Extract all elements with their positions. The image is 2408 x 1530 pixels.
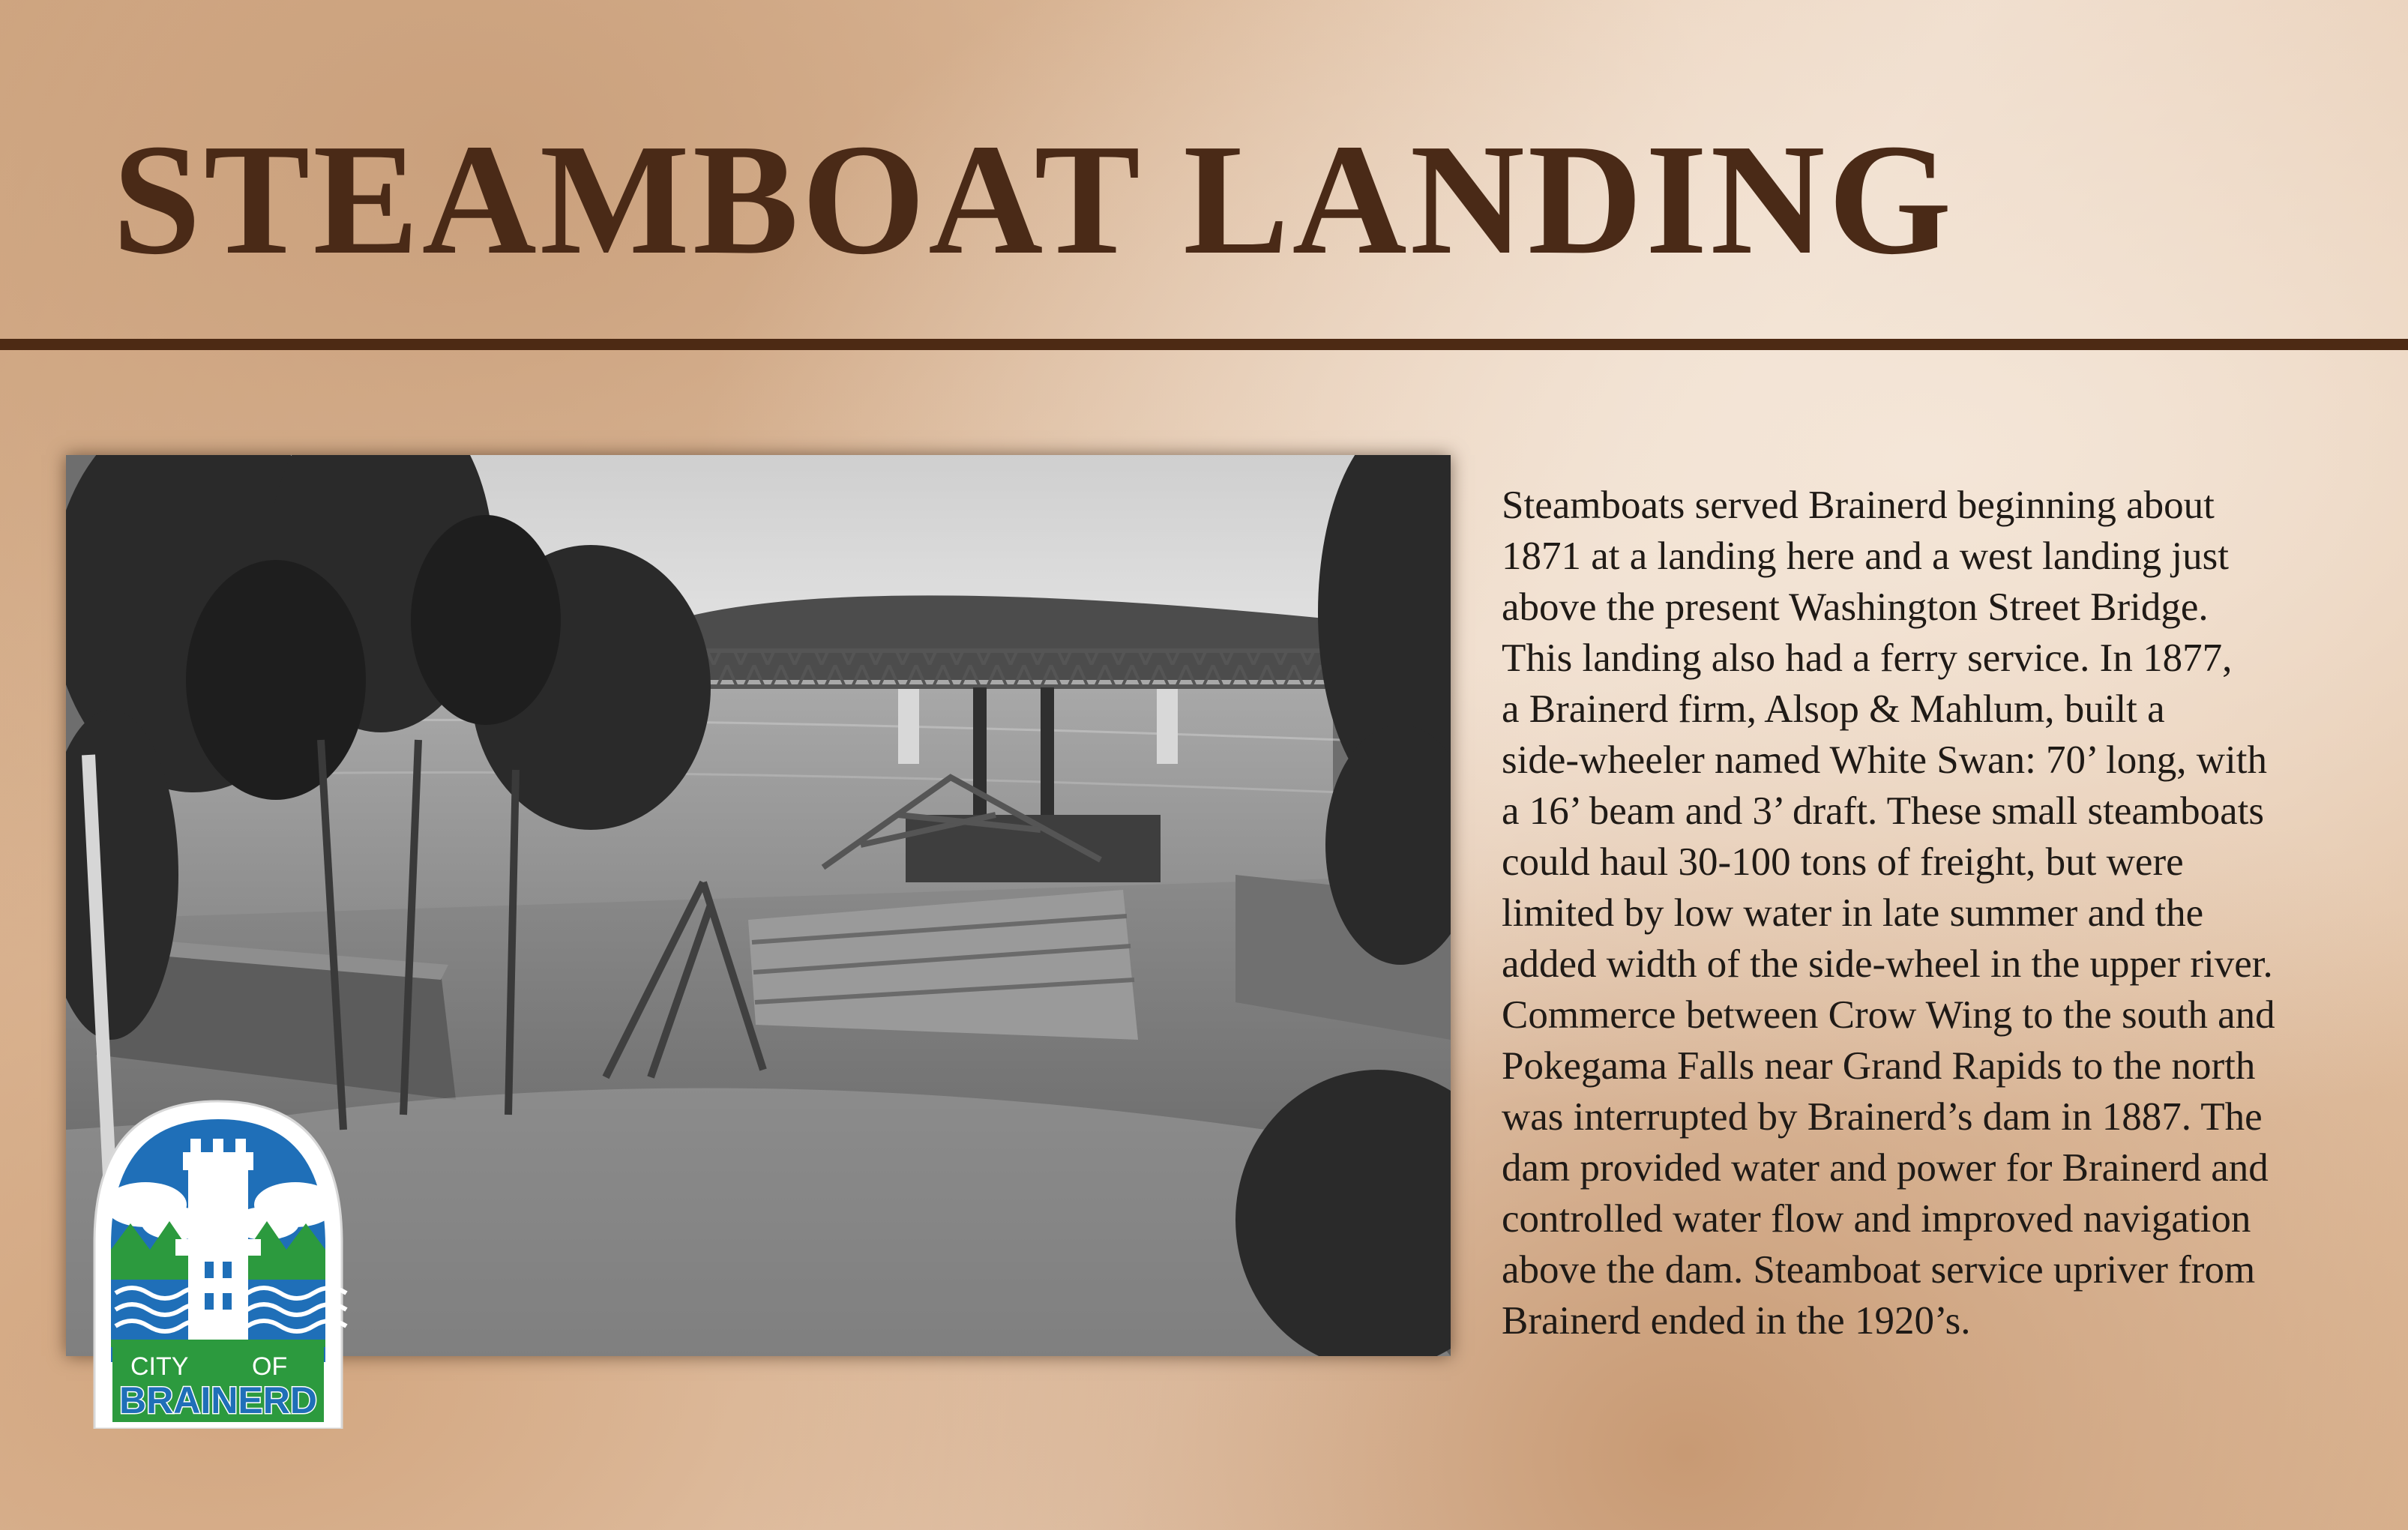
- paragraph-line: added width of the side-wheel in the upper river.: [1502, 942, 2273, 986]
- paragraph-line: limited by low water in late summer and the: [1502, 891, 2204, 935]
- paragraph-line: Brainerd ended in the 1920’s.: [1502, 1299, 1971, 1343]
- paragraph-line: a Brainerd firm, Alsop & Mahlum, built a: [1502, 687, 2165, 731]
- logo-city-text: CITY: [130, 1352, 189, 1381]
- title-divider: [0, 339, 2408, 350]
- paragraph-line: Commerce between Crow Wing to the south and: [1502, 993, 2275, 1037]
- paragraph-line: 1871 at a landing here and a west landing just: [1502, 534, 2229, 578]
- paragraph-line: Steamboats served Brainerd beginning about: [1502, 484, 2215, 527]
- paragraph-line: controlled water flow and improved navigation: [1502, 1197, 2251, 1241]
- history-paragraph: [1502, 480, 2394, 1346]
- paragraph-line: This landing also had a ferry service. In 1877,: [1502, 636, 2233, 680]
- logo-of-text: OF: [252, 1352, 288, 1381]
- paragraph-line: Pokegama Falls near Grand Rapids to the north: [1502, 1044, 2256, 1088]
- city-of-brainerd-logo: [85, 1092, 351, 1429]
- paragraph-line: a 16’ beam and 3’ draft. These small steamboats: [1502, 789, 2264, 833]
- paragraph-line: above the dam. Steamboat service upriver from: [1502, 1248, 2256, 1292]
- paragraph-line: dam provided water and power for Brainerd and: [1502, 1146, 2269, 1190]
- logo-brainerd-text: BRAINERD: [119, 1379, 317, 1421]
- paragraph-line: side-wheeler named White Swan: 70’ long, with: [1502, 738, 2267, 782]
- page-title: STEAMBOAT LANDING: [112, 111, 1955, 287]
- paragraph-line: above the present Washington Street Bridge.: [1502, 585, 2209, 629]
- paragraph-line: was interrupted by Brainerd’s dam in 1887. The: [1502, 1095, 2263, 1139]
- paragraph-line: could haul 30-100 tons of freight, but were: [1502, 840, 2184, 884]
